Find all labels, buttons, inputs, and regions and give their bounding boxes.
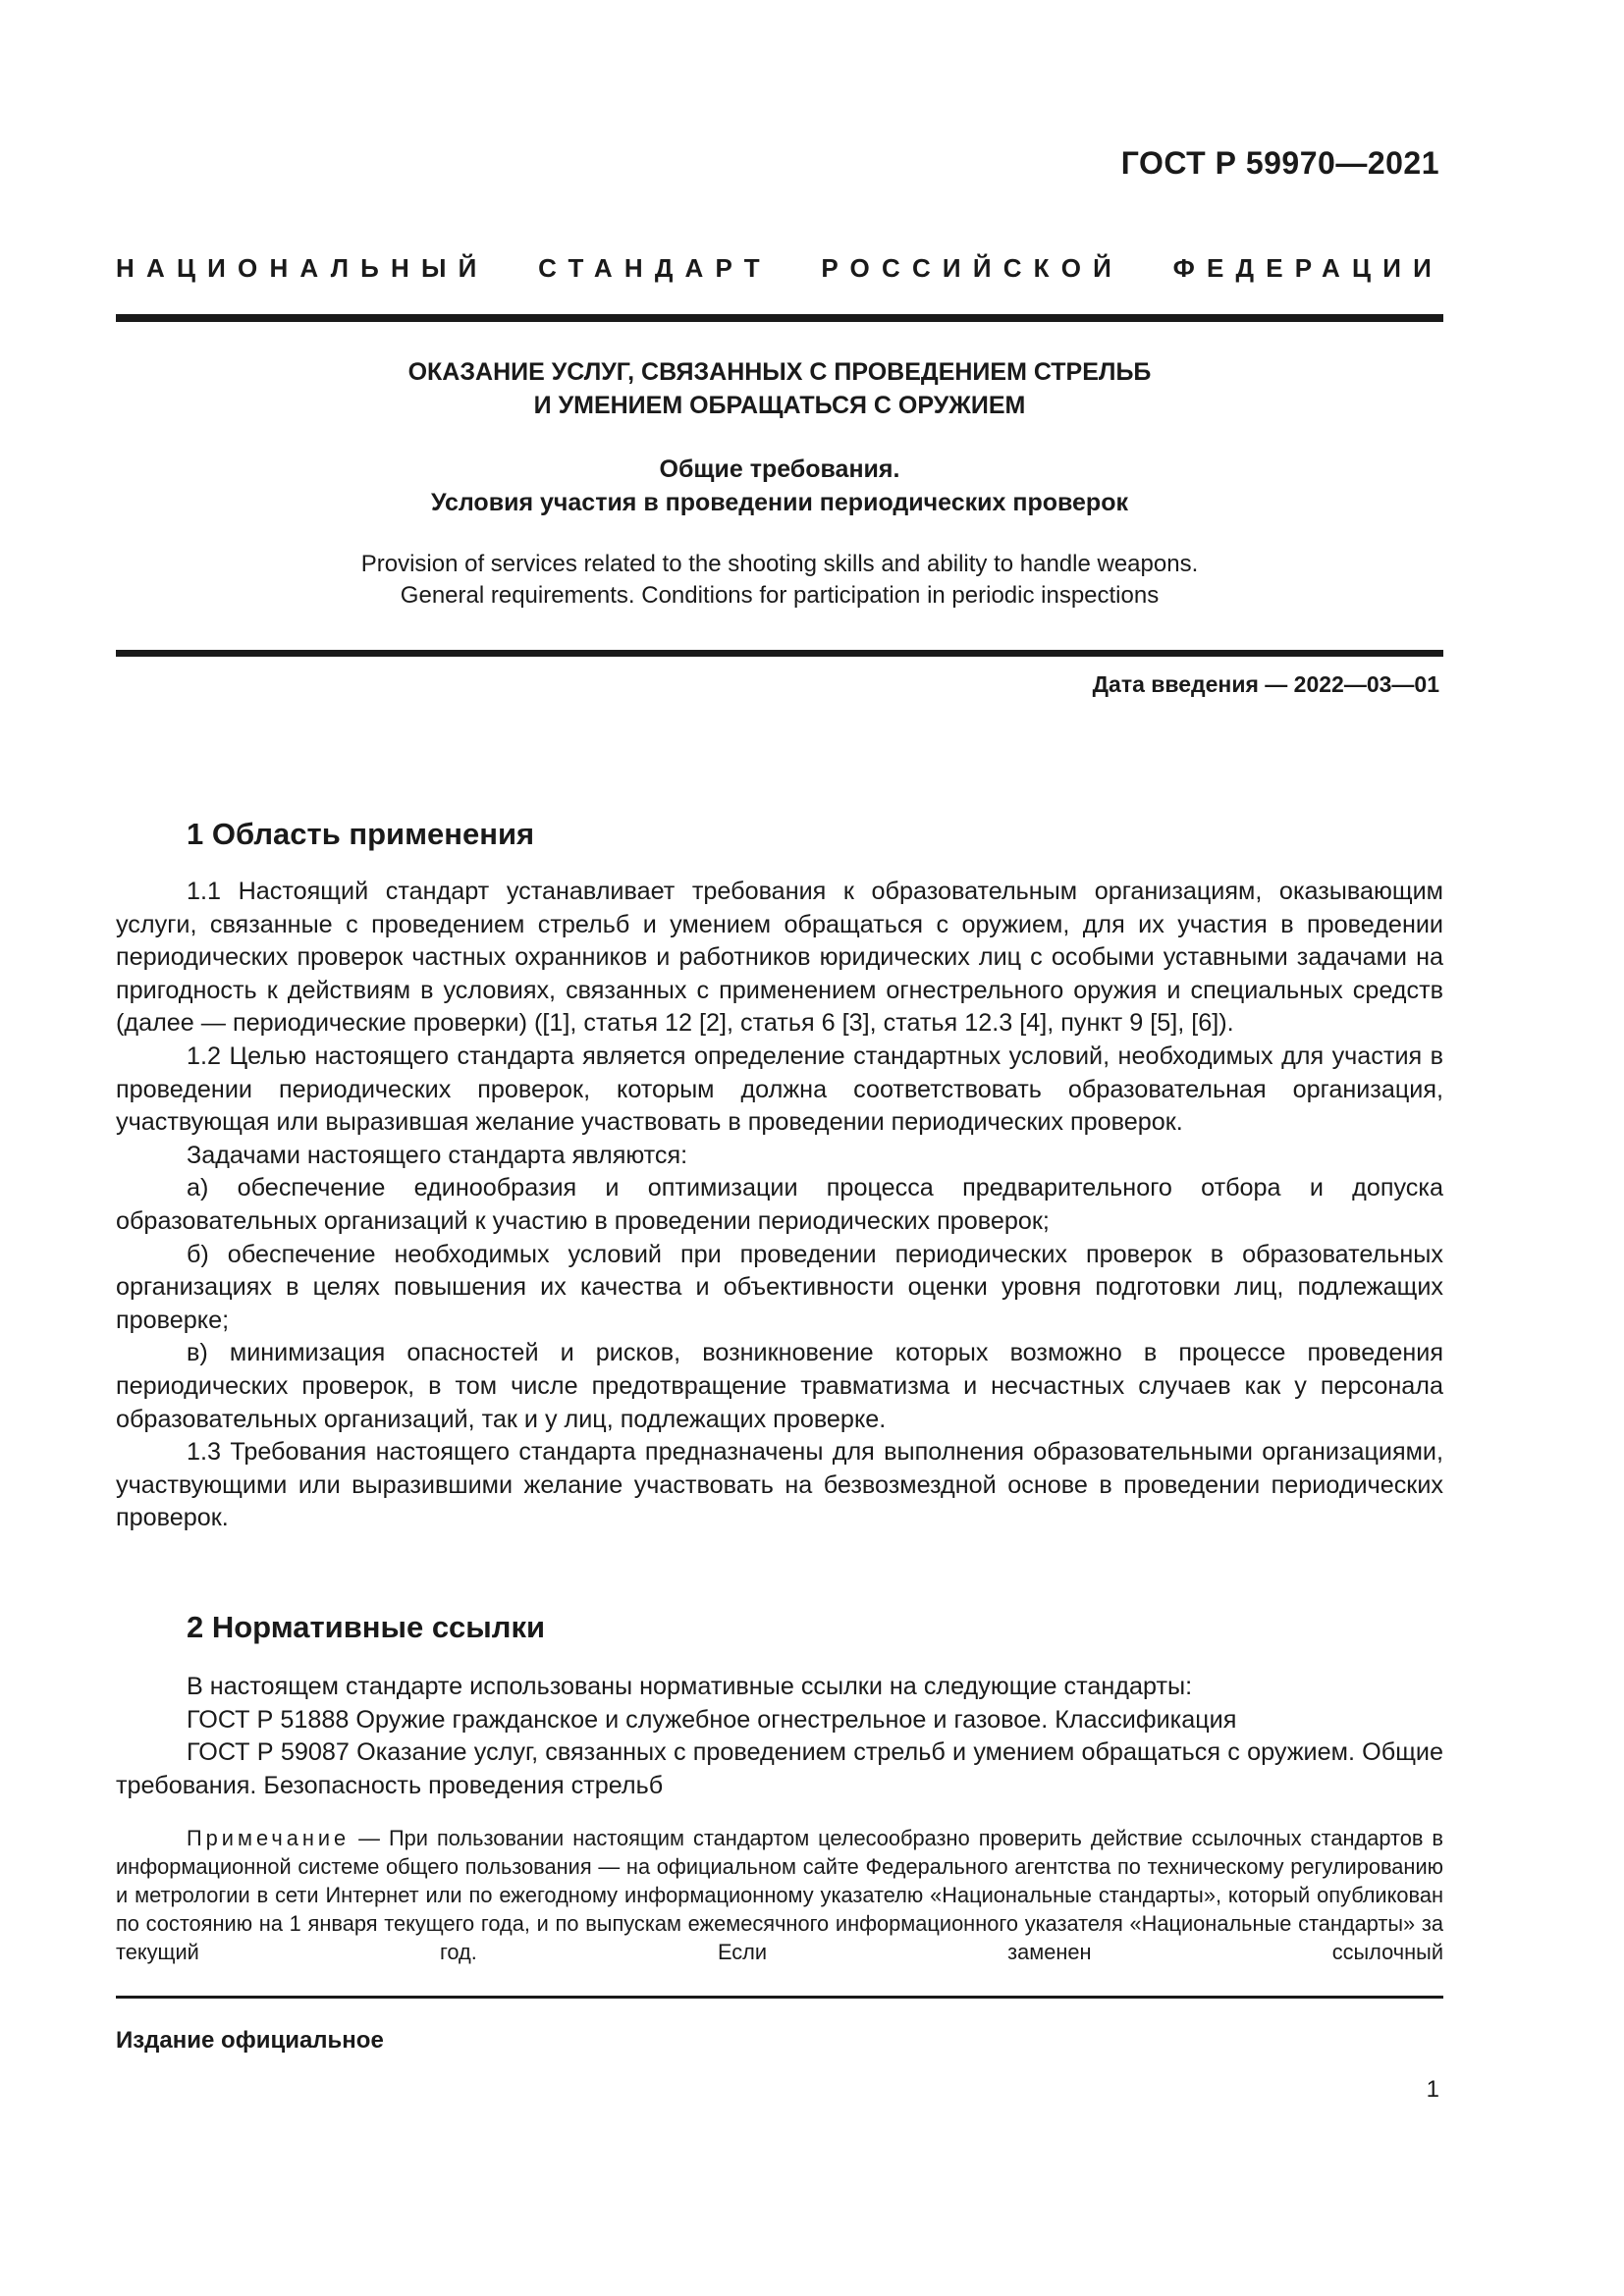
reference-gost-51888: ГОСТ Р 51888 Оружие гражданское и служебное огнестрельное и газовое. Классификация bbox=[187, 1705, 1237, 1734]
standard-title-ru-line1: ОКАЗАНИЕ УСЛУГ, СВЯЗАННЫХ С ПРОВЕДЕНИЕМ СТРЕЛЬБ bbox=[407, 358, 1152, 386]
note-block bbox=[116, 1824, 1443, 1966]
paragraph-1-2: 1.2 Целью настоящего стандарта является определение стандартных условий, необходимых для участия в проведении периодических проверок, которым должна соответствовать образовательная организация, участвующая или выразившая желание участвовать в проведении периодических проверок. bbox=[116, 1041, 1443, 1137]
footer-divider bbox=[116, 1996, 1443, 1999]
section-1-heading: 1 Область применения bbox=[187, 817, 535, 851]
middle-divider bbox=[116, 650, 1443, 657]
paragraph-tasks-intro: Задачами настоящего стандарта являются: bbox=[187, 1141, 688, 1169]
top-divider bbox=[116, 314, 1443, 322]
standard-subtitle-ru bbox=[116, 453, 1443, 519]
paragraph-task-c: в) минимизация опасностей и рисков, возникновение которых возможно в процессе проведения периодических проверок, в том числе предотвращение травматизма и несчастных случаев как у персонала образовательных организаций, так и у лиц, подлежащих проверке. bbox=[116, 1339, 1443, 1433]
paragraph-1-3: 1.3 Требования настоящего стандарта предназначены для выполнения образовательными организациями, участвующими или выразившими желание участвовать на безвозмездной основе в проведении периодических проверок. bbox=[116, 1438, 1443, 1532]
standard-title-en bbox=[116, 549, 1443, 612]
section-1-body bbox=[116, 876, 1443, 1535]
standard-title-en-line1: Provision of services related to the shooting skills and ability to handle weapons. bbox=[360, 551, 1199, 577]
section-2-heading: 2 Нормативные ссылки bbox=[187, 1610, 546, 1644]
standard-title-ru-line2: И УМЕНИЕМ ОБРАЩАТЬСЯ С ОРУЖИЕМ bbox=[533, 392, 1026, 419]
paragraph-task-a: а) обеспечение единообразия и оптимизации процесса предварительного отбора и допуска образовательных организаций к участию в проведении периодических проверок; bbox=[116, 1174, 1443, 1235]
reference-gost-59087: ГОСТ Р 59087 Оказание услуг, связанных с проведением стрельб и умением обращаться с оружием. Общие требования. Безопасность проведения стрельб bbox=[116, 1738, 1443, 1799]
standard-title-ru bbox=[116, 355, 1443, 422]
standard-subtitle-ru-line2: Условия участия в проведении периодических проверок bbox=[431, 489, 1128, 516]
paragraph-task-b: б) обеспечение необходимых условий при проведении периодических проверок в образовательных организациях в целях повышения их качества и объективности оценки уровня подготовки лиц, подлежащих проверке; bbox=[116, 1240, 1443, 1334]
document-code: ГОСТ Р 59970—2021 bbox=[1120, 145, 1439, 181]
official-edition-label: Издание официальное bbox=[116, 2027, 384, 2054]
page-number: 1 bbox=[1426, 2076, 1439, 2103]
national-standard-title: НАЦИОНАЛЬНЫЙ СТАНДАРТ РОССИЙСКОЙ ФЕДЕРАЦИИ bbox=[116, 253, 1443, 283]
standard-subtitle-ru-line1: Общие требования. bbox=[659, 455, 900, 483]
introduction-date: Дата введения — 2022—03—01 bbox=[1092, 671, 1439, 697]
note-paragraph bbox=[116, 1824, 1443, 1966]
paragraph-1-1: 1.1 Настоящий стандарт устанавливает требования к образовательным организациям, оказывающим услуги, связанные с проведением стрельб и умением обращаться с оружием, для их участия в проведении периодических проверок частных охранников и работников юридических лиц с особыми уставными задачами на пригодность к действиям в условиях, связанных с применением огнестрельного оружия и специальных средств (далее — периодические проверки) ([1], статья 12 [2], статья 6 [3], статья 12.3 [4], пункт 9 [5], [6]). bbox=[116, 878, 1443, 1038]
note-label: Примечание bbox=[187, 1826, 351, 1850]
standard-title-en-line2: General requirements. Conditions for participation in periodic inspections bbox=[400, 582, 1160, 609]
paragraph-2-intro: В настоящем стандарте использованы нормативные ссылки на следующие стандарты: bbox=[187, 1673, 1193, 1700]
section-2-body bbox=[116, 1671, 1443, 1802]
note-text: — При пользовании настоящим стандартом целесообразно проверить действие ссылочных стандартов в информационной системе общего пользования — на официальном сайте Федерального агентства по техническому регулированию и метрологии в сети Интернет или по ежегодному информационному указателю «Национальные стандарты», который опубликован по состоянию на 1 января текущего года, и по выпускам ежемесячного информационного указателя «Национальные стандарты» за текущий год. Если заменен ссылочный bbox=[116, 1826, 1443, 1964]
